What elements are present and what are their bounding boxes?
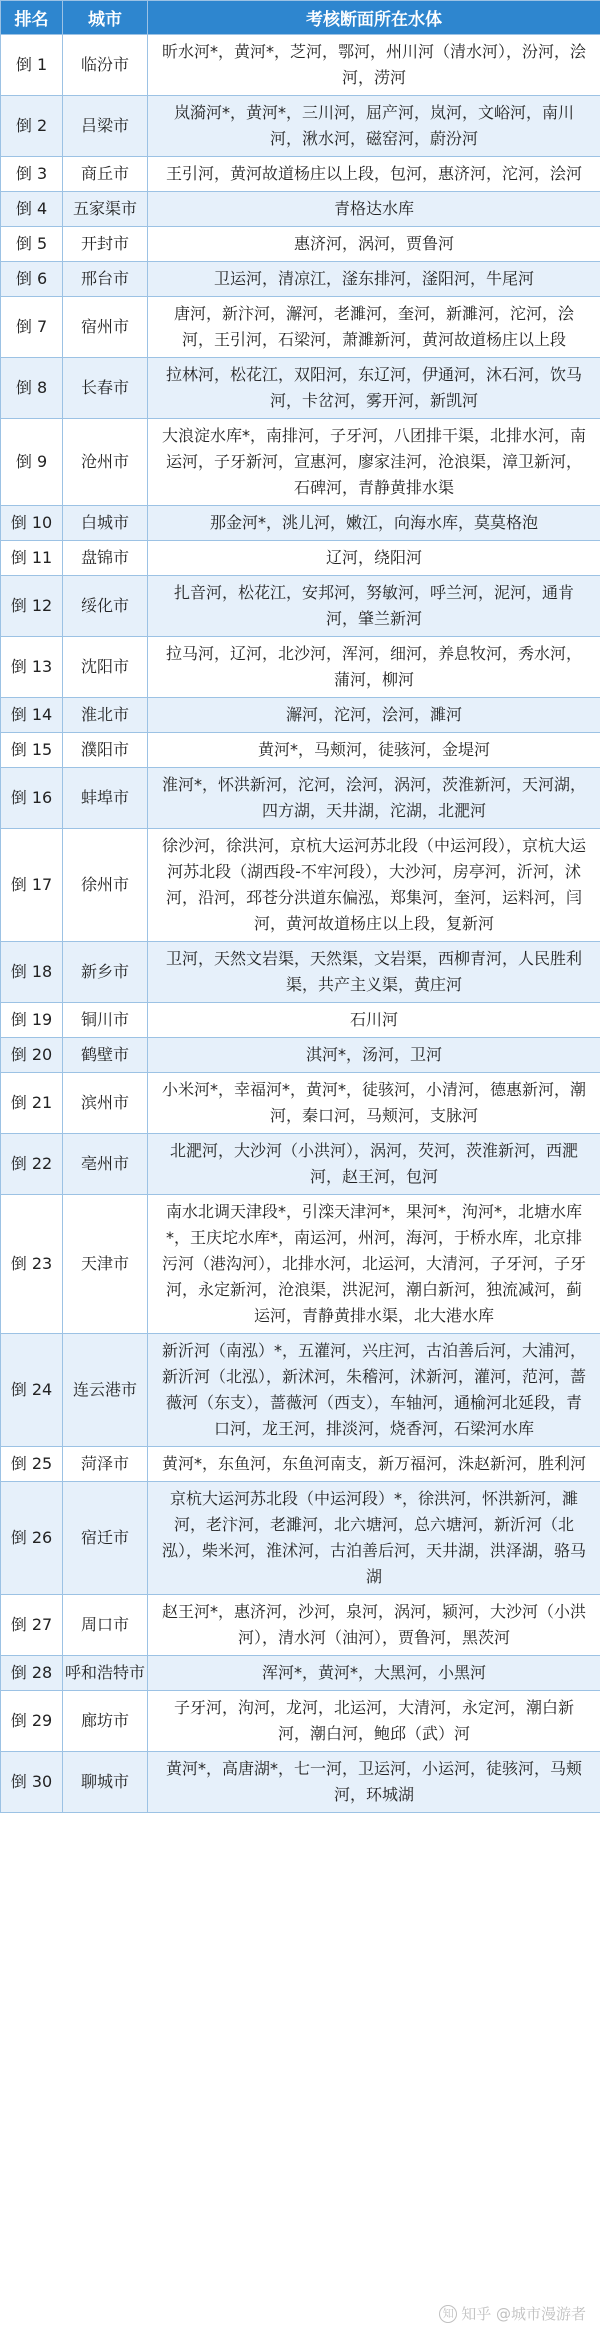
table-row (1, 1334, 600, 1447)
table-row (1, 829, 600, 942)
table-row (1, 419, 600, 506)
watermark (439, 2303, 586, 2324)
city-cell: 开封市 (63, 227, 148, 262)
city-cell: 新乡市 (63, 942, 148, 1003)
header-water: 考核断面所在水体 (148, 1, 600, 35)
city-cell: 天津市 (63, 1195, 148, 1334)
rank-cell: 倒 15 (1, 733, 63, 768)
table-row (1, 35, 600, 96)
water-body-cell: 小米河*，幸福河*，黄河*，徒骇河，小清河，德惠新河，潮河，秦口河，马颊河，支脉河 (148, 1073, 600, 1134)
water-body-cell: 京杭大运河苏北段（中运河段）*，徐洪河，怀洪新河，濉河，老汴河，老濉河，北六塘河，总六塘河，新沂河（北泓），柴米河，淮沭河，古泊善后河，天井湖，洪泽湖，骆马湖 (148, 1482, 600, 1595)
table-row (1, 541, 600, 576)
rank-cell: 倒 4 (1, 192, 63, 227)
water-body-cell: 辽河，绕阳河 (148, 541, 600, 576)
table-row (1, 1656, 600, 1691)
rank-cell: 倒 23 (1, 1195, 63, 1334)
header-city: 城市 (63, 1, 148, 35)
table-row (1, 1073, 600, 1134)
water-body-cell: 唐河，新汴河，澥河，老濉河，奎河，新濉河，沱河，浍河，王引河，石梁河，萧濉新河，黄河故道杨庄以上段 (148, 297, 600, 358)
rank-cell: 倒 14 (1, 698, 63, 733)
water-body-cell: 北淝河，大沙河（小洪河），涡河，芡河，茨淮新河，西淝河，赵王河，包河 (148, 1134, 600, 1195)
water-body-cell: 拉林河，松花江，双阳河，东辽河，伊通河，沐石河，饮马河，卡岔河，雾开河，新凯河 (148, 358, 600, 419)
table-row (1, 1482, 600, 1595)
table-row (1, 1691, 600, 1752)
table-row (1, 1752, 600, 1813)
rank-cell: 倒 2 (1, 96, 63, 157)
rank-cell: 倒 29 (1, 1691, 63, 1752)
table-row (1, 262, 600, 297)
rank-cell: 倒 5 (1, 227, 63, 262)
rank-cell: 倒 25 (1, 1447, 63, 1482)
table-row (1, 1134, 600, 1195)
rank-cell: 倒 30 (1, 1752, 63, 1813)
table-row (1, 768, 600, 829)
table-row (1, 733, 600, 768)
rank-cell: 倒 20 (1, 1038, 63, 1073)
water-body-cell: 淮河*，怀洪新河，沱河，浍河，涡河，茨淮新河，天河湖，四方湖，天井湖，沱湖，北淝河 (148, 768, 600, 829)
water-body-cell: 卫河，天然文岩渠，天然渠，文岩渠，西柳青河，人民胜利渠，共产主义渠，黄庄河 (148, 942, 600, 1003)
table-row (1, 506, 600, 541)
rank-cell: 倒 7 (1, 297, 63, 358)
city-cell: 五家渠市 (63, 192, 148, 227)
rank-cell: 倒 10 (1, 506, 63, 541)
table-row (1, 227, 600, 262)
water-body-cell: 拉马河，辽河，北沙河，浑河，细河，养息牧河，秀水河，蒲河，柳河 (148, 637, 600, 698)
water-body-cell: 浑河*，黄河*，大黑河，小黑河 (148, 1656, 600, 1691)
city-cell: 鹤壁市 (63, 1038, 148, 1073)
table-row (1, 576, 600, 637)
water-body-cell: 大浪淀水库*，南排河，子牙河，八团排干渠，北排水河，南运河，子牙新河，宣惠河，廖家洼河，沧浪渠，漳卫新河，石碑河，青静黄排水渠 (148, 419, 600, 506)
table-row (1, 637, 600, 698)
water-body-cell: 扎音河，松花江，安邦河，努敏河，呼兰河，泥河，通肯河，肇兰新河 (148, 576, 600, 637)
city-cell: 呼和浩特市 (63, 1656, 148, 1691)
table-row (1, 297, 600, 358)
water-body-cell: 青格达水库 (148, 192, 600, 227)
city-cell: 宿州市 (63, 297, 148, 358)
rank-cell: 倒 22 (1, 1134, 63, 1195)
water-body-cell: 岚漪河*，黄河*，三川河，屈产河，岚河，文峪河，南川河，湫水河，磁窑河，蔚汾河 (148, 96, 600, 157)
city-cell: 白城市 (63, 506, 148, 541)
table-row (1, 1447, 600, 1482)
water-body-cell: 黄河*，马颊河，徒骇河，金堤河 (148, 733, 600, 768)
water-body-cell: 淇河*，汤河，卫河 (148, 1038, 600, 1073)
water-body-cell: 石川河 (148, 1003, 600, 1038)
city-cell: 廊坊市 (63, 1691, 148, 1752)
city-cell: 宿迁市 (63, 1482, 148, 1595)
table-row (1, 157, 600, 192)
city-cell: 周口市 (63, 1595, 148, 1656)
city-cell: 吕梁市 (63, 96, 148, 157)
rank-cell: 倒 11 (1, 541, 63, 576)
rank-cell: 倒 24 (1, 1334, 63, 1447)
city-cell: 亳州市 (63, 1134, 148, 1195)
rank-cell: 倒 16 (1, 768, 63, 829)
city-cell: 徐州市 (63, 829, 148, 942)
city-cell: 邢台市 (63, 262, 148, 297)
table-row (1, 942, 600, 1003)
water-body-cell: 昕水河*，黄河*，芝河，鄂河，州川河（清水河），汾河，浍河，涝河 (148, 35, 600, 96)
water-body-cell: 澥河，沱河，浍河，濉河 (148, 698, 600, 733)
city-cell: 连云港市 (63, 1334, 148, 1447)
rank-cell: 倒 6 (1, 262, 63, 297)
table-row (1, 1003, 600, 1038)
water-body-cell: 惠济河，涡河，贾鲁河 (148, 227, 600, 262)
water-body-cell: 王引河，黄河故道杨庄以上段，包河，惠济河，沱河，浍河 (148, 157, 600, 192)
table-header (1, 1, 600, 35)
rank-cell: 倒 18 (1, 942, 63, 1003)
rank-cell: 倒 28 (1, 1656, 63, 1691)
water-body-cell: 新沂河（南泓）*，五灌河，兴庄河，古泊善后河，大浦河，新沂河（北泓），新沭河，朱稽河，沭新河，灌河，范河，蔷薇河（东支），蔷薇河（西支），车轴河，通榆河北延段，青口河，龙王河，排淡河，烧香河，石梁河水库 (148, 1334, 600, 1447)
water-body-cell: 赵王河*，惠济河，沙河，泉河，涡河，颍河，大沙河（小洪河），清水河（油河），贾鲁河，黑茨河 (148, 1595, 600, 1656)
header-rank: 排名 (1, 1, 63, 35)
city-cell: 绥化市 (63, 576, 148, 637)
table-row (1, 1195, 600, 1334)
city-cell: 沈阳市 (63, 637, 148, 698)
water-body-cell: 卫运河，清凉江，滏东排河，滏阳河，牛尾河 (148, 262, 600, 297)
rank-cell: 倒 26 (1, 1482, 63, 1595)
rank-cell: 倒 17 (1, 829, 63, 942)
table-row (1, 358, 600, 419)
rank-cell: 倒 13 (1, 637, 63, 698)
rank-cell: 倒 8 (1, 358, 63, 419)
rank-cell: 倒 21 (1, 1073, 63, 1134)
rank-cell: 倒 19 (1, 1003, 63, 1038)
water-body-cell: 徐沙河，徐洪河，京杭大运河苏北段（中运河段），京杭大运河苏北段（湖西段-不牢河段），大沙河，房亭河，沂河，沭河，沿河，邳苍分洪道东偏泓，郑集河，奎河，运料河，闫河，黄河故道杨庄以上段，复新河 (148, 829, 600, 942)
city-cell: 商丘市 (63, 157, 148, 192)
table-row (1, 96, 600, 157)
rank-cell: 倒 12 (1, 576, 63, 637)
rank-cell: 倒 9 (1, 419, 63, 506)
table-body (1, 35, 600, 1813)
water-body-cell: 那金河*，洮儿河，嫩江，向海水库，莫莫格泡 (148, 506, 600, 541)
table-row (1, 192, 600, 227)
city-cell: 临汾市 (63, 35, 148, 96)
rank-cell: 倒 3 (1, 157, 63, 192)
water-body-cell: 子牙河，泃河，龙河，北运河，大清河，永定河，潮白新河，潮白河，鲍邱（武）河 (148, 1691, 600, 1752)
city-cell: 滨州市 (63, 1073, 148, 1134)
city-cell: 铜川市 (63, 1003, 148, 1038)
city-cell: 濮阳市 (63, 733, 148, 768)
city-cell: 聊城市 (63, 1752, 148, 1813)
city-cell: 蚌埠市 (63, 768, 148, 829)
table-row (1, 1038, 600, 1073)
city-cell: 长春市 (63, 358, 148, 419)
city-cell: 盘锦市 (63, 541, 148, 576)
water-body-cell: 黄河*，东鱼河，东鱼河南支，新万福河，洙赵新河，胜利河 (148, 1447, 600, 1482)
zhihu-logo-icon: 知 (439, 2305, 457, 2323)
table-row (1, 1595, 600, 1656)
rank-cell: 倒 1 (1, 35, 63, 96)
rank-cell: 倒 27 (1, 1595, 63, 1656)
city-cell: 淮北市 (63, 698, 148, 733)
city-cell: 菏泽市 (63, 1447, 148, 1482)
watermark-text: 知乎 @城市漫游者 (461, 2305, 586, 2323)
water-body-cell: 黄河*，高唐湖*，七一河，卫运河，小运河，徒骇河，马颊河，环城湖 (148, 1752, 600, 1813)
water-body-cell: 南水北调天津段*，引滦天津河*，果河*，泃河*，北塘水库*，王庆坨水库*，南运河，州河，海河，于桥水库，北京排污河（港沟河），北排水河，北运河，大清河，子牙河，子牙河，永定新河，沧浪渠，洪泥河，潮白新河，独流减河，蓟运河，青静黄排水渠，北大港水库 (148, 1195, 600, 1334)
table-row (1, 698, 600, 733)
city-cell: 沧州市 (63, 419, 148, 506)
